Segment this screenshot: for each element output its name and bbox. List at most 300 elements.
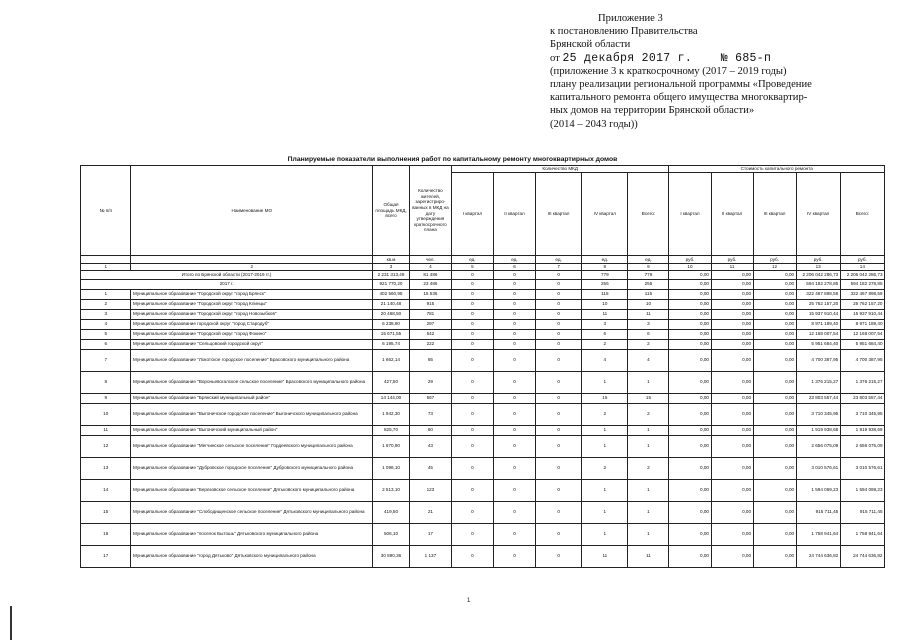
mkd-q2: 0 — [493, 425, 535, 435]
year-q1: 0 — [451, 279, 493, 289]
mkd-total: 11 — [628, 309, 669, 319]
mkd-total: 1 — [628, 425, 669, 435]
mkd-q1: 0 — [451, 457, 493, 479]
total-row — [81, 270, 885, 279]
residents: 65 — [409, 349, 451, 371]
table-row — [81, 393, 885, 403]
mo-name: Муниципальное образование "Мегчинское сельское поселение" Гордеевского муниципального района — [131, 435, 373, 457]
row-number: 11 — [81, 425, 131, 435]
mkd-q2: 0 — [493, 299, 535, 309]
mkd-q1: 0 — [451, 393, 493, 403]
residents: 297 — [409, 319, 451, 329]
mkd-q1: 0 — [451, 299, 493, 309]
cost-q2: 0,00 — [711, 435, 753, 457]
table-row — [81, 339, 885, 349]
area: 1 942,30 — [373, 403, 410, 425]
total-q4: 779 — [582, 270, 628, 279]
mkd-total: 11 — [628, 545, 669, 567]
cost-q2: 0,00 — [711, 319, 753, 329]
row-number: 3 — [81, 309, 131, 319]
page-number: 1 — [467, 598, 471, 604]
cost-q3: 0,00 — [753, 545, 796, 567]
cost-q2: 0,00 — [711, 457, 753, 479]
area: 21 140,48 — [373, 299, 410, 309]
year-cost-q4: 594 182 278,85 — [796, 279, 840, 289]
cost-q4: 322 467 898,58 — [796, 289, 840, 299]
area: 14 144,00 — [373, 393, 410, 403]
area: 419,50 — [373, 501, 410, 523]
unit-cell: руб. — [796, 256, 840, 264]
mo-name: Муниципальное образование "поселок Бытошь" Дятьковского муниципального района — [131, 523, 373, 545]
mkd-q4: 1 — [582, 425, 628, 435]
year-cost-q1: 0,00 — [669, 279, 711, 289]
cost-total: 24 744 636,82 — [840, 545, 884, 567]
col-total-header: Всего: — [840, 173, 884, 256]
cost-q1: 0,00 — [669, 299, 711, 309]
mkd-q4: 2 — [582, 457, 628, 479]
cost-q1: 0,00 — [669, 339, 711, 349]
mkd-q4: 1 — [582, 479, 628, 501]
col-number: 5 — [451, 264, 493, 271]
mkd-q1: 0 — [451, 501, 493, 523]
table-row — [81, 457, 885, 479]
mkd-q2: 0 — [493, 545, 535, 567]
row-number: 7 — [81, 349, 131, 371]
cost-q2: 0,00 — [711, 309, 753, 319]
row-number: 17 — [81, 545, 131, 567]
residents: 1 137 — [409, 545, 451, 567]
decree-number: № 685-п — [720, 51, 772, 65]
mo-name: Муниципальное образование "Березовское сельское поселение" Дятьковского муниципального района — [131, 479, 373, 501]
mo-name: Муниципальное образование "Городской округ "город Новозыбков" — [131, 309, 373, 319]
mkd-q4: 10 — [582, 299, 628, 309]
cost-total: 1 758 941,64 — [840, 523, 884, 545]
mkd-q1: 0 — [451, 403, 493, 425]
cost-q4: 3 710 345,95 — [796, 403, 840, 425]
mkd-q1: 0 — [451, 349, 493, 371]
mkd-q3: 0 — [535, 479, 581, 501]
col-num-header: № п/п — [81, 166, 131, 256]
cost-q1: 0,00 — [669, 523, 711, 545]
mkd-q4: 115 — [582, 289, 628, 299]
total-q1: 0 — [451, 270, 493, 279]
cost-q1: 0,00 — [669, 393, 711, 403]
header-line: капитального ремонта общего имущества многоквартир- — [550, 92, 808, 104]
plan-table — [80, 165, 885, 568]
mkd-q1: 0 — [451, 309, 493, 319]
cost-q1: 0,00 — [669, 501, 711, 523]
mkd-q2: 0 — [493, 309, 535, 319]
cost-q3: 0,00 — [753, 289, 796, 299]
residents: 43 — [409, 435, 451, 457]
table-row — [81, 309, 885, 319]
cost-q1: 0,00 — [669, 309, 711, 319]
cost-q1: 0,00 — [669, 435, 711, 457]
header-line: (приложение 3 к краткосрочному (2017 – 2019 годы) — [550, 65, 787, 77]
cost-total: 1 594 069,23 — [840, 479, 884, 501]
table-row — [81, 299, 885, 309]
cost-q3: 0,00 — [753, 299, 796, 309]
unit-cell: руб. — [840, 256, 884, 264]
cost-total: 5 951 684,40 — [840, 339, 884, 349]
header-line: к постановлению Правительства — [550, 26, 698, 38]
cost-total: 322 467 898,58 — [840, 289, 884, 299]
cost-q2: 0,00 — [711, 501, 753, 523]
total-q2: 0 — [493, 270, 535, 279]
cost-q3: 0,00 — [753, 425, 796, 435]
col-number: 3 — [373, 264, 410, 271]
year-area: 921 770,20 — [373, 279, 410, 289]
cost-q4: 5 951 684,40 — [796, 339, 840, 349]
unit-cell: кв.м — [373, 256, 410, 264]
cost-q4: 12 168 007,54 — [796, 329, 840, 339]
mo-name: Муниципальное образование "город Дятьково" Дятьковского муниципального района — [131, 545, 373, 567]
area: 20 468,50 — [373, 309, 410, 319]
total-q3: 0 — [535, 270, 581, 279]
residents: 21 — [409, 501, 451, 523]
residents: 567 — [409, 393, 451, 403]
col-q3-header: III квартал — [535, 173, 581, 256]
mkd-q3: 0 — [535, 371, 581, 393]
mkd-q4: 2 — [582, 403, 628, 425]
col-q2-header: II квартал — [711, 173, 753, 256]
mkd-q2: 0 — [493, 435, 535, 457]
mkd-total: 2 — [628, 339, 669, 349]
area: 6 238,90 — [373, 319, 410, 329]
residents: 222 — [409, 339, 451, 349]
cost-q3: 0,00 — [753, 457, 796, 479]
cost-q4: 8 971 189,40 — [796, 319, 840, 329]
row-number: 16 — [81, 523, 131, 545]
mkd-q1: 0 — [451, 479, 493, 501]
col-number: 4 — [409, 264, 451, 271]
cost-total: 15 937 910,44 — [840, 309, 884, 319]
mkd-total: 10 — [628, 299, 669, 309]
mo-name: Муниципальное образование "Слободищенское сельское поселение" Дятьковского муниципального района — [131, 501, 373, 523]
cost-q4: 24 744 636,82 — [796, 545, 840, 567]
mkd-q1: 0 — [451, 425, 493, 435]
area: 427,50 — [373, 371, 410, 393]
col-number: 2 — [131, 264, 373, 271]
cost-q2: 0,00 — [711, 393, 753, 403]
mo-name: Муниципальное образование "Сельцовский городской округ" — [131, 339, 373, 349]
unit-cell: чел. — [409, 256, 451, 264]
mkd-total: 4 — [628, 349, 669, 371]
mkd-q4: 11 — [582, 309, 628, 319]
mo-name: Муниципальное образование "Дубровское городское поселение" Дубровского муниципального района — [131, 457, 373, 479]
mkd-q3: 0 — [535, 349, 581, 371]
cost-q1: 0,00 — [669, 403, 711, 425]
col-residents-header: Количество жителей, зарегистриро-ванных в МКД на дату утверждения краткосрочного плана — [409, 166, 451, 256]
cost-q2: 0,00 — [711, 425, 753, 435]
row-number: 13 — [81, 457, 131, 479]
total-count: 779 — [628, 270, 669, 279]
mkd-total: 1 — [628, 479, 669, 501]
cost-q2: 0,00 — [711, 403, 753, 425]
mkd-q3: 0 — [535, 289, 581, 299]
mkd-q2: 0 — [493, 371, 535, 393]
cost-total: 1 376 215,27 — [840, 371, 884, 393]
mkd-total: 3 — [628, 319, 669, 329]
row-number: 9 — [81, 393, 131, 403]
col-number: 12 — [753, 264, 796, 271]
mkd-q3: 0 — [535, 309, 581, 319]
cost-q1: 0,00 — [669, 349, 711, 371]
mkd-q3: 0 — [535, 545, 581, 567]
mkd-q4: 1 — [582, 371, 628, 393]
row-number: 2 — [81, 299, 131, 309]
mo-name: Муниципальное образование "Городской округ "город Клинцы" — [131, 299, 373, 309]
year-cost-q3: 0,00 — [753, 279, 796, 289]
cost-q4: 1 919 938,68 — [796, 425, 840, 435]
cost-q3: 0,00 — [753, 435, 796, 457]
mkd-q3: 0 — [535, 319, 581, 329]
col-q4-header: IV квартал — [796, 173, 840, 256]
cost-q3: 0,00 — [753, 319, 796, 329]
cost-group-header: Стоимость капитального ремонта — [669, 166, 885, 173]
row-number: 14 — [81, 479, 131, 501]
cost-q2: 0,00 — [711, 349, 753, 371]
header-line: плану реализации региональной программы «Проведение — [550, 79, 812, 91]
year-q4: 255 — [582, 279, 628, 289]
area: 402 560,95 — [373, 289, 410, 299]
residents: 123 — [409, 479, 451, 501]
cost-q4: 1 594 069,23 — [796, 479, 840, 501]
mkd-q2: 0 — [493, 479, 535, 501]
header-line: (2014 – 2043 годы)) — [550, 118, 638, 130]
scan-edge-mark — [10, 606, 12, 640]
area: 1 098,10 — [373, 457, 410, 479]
col-number: 1 — [81, 264, 131, 271]
cost-q4: 3 010 576,61 — [796, 457, 840, 479]
total-residents: 81 486 — [409, 270, 451, 279]
cost-q4: 23 803 557,44 — [796, 393, 840, 403]
mkd-q1: 0 — [451, 545, 493, 567]
table-row — [81, 371, 885, 393]
table-row — [81, 479, 885, 501]
col-number: 13 — [796, 264, 840, 271]
cost-total: 2 656 075,09 — [840, 435, 884, 457]
mkd-total: 2 — [628, 457, 669, 479]
table-row — [81, 403, 885, 425]
cost-total: 12 168 007,54 — [840, 329, 884, 339]
mo-name: Муниципальное образование "Вороньевогалское сельское поселение" Брасовского муниципального района — [131, 371, 373, 393]
cost-total: 23 803 557,44 — [840, 393, 884, 403]
cost-total: 8 971 189,40 — [840, 319, 884, 329]
table-row — [81, 545, 885, 567]
row-number: 4 — [81, 319, 131, 329]
column-numbers-row — [81, 264, 885, 271]
mo-name: Муниципальное образование "Городской округ "город Брянск" — [131, 289, 373, 299]
residents: 781 — [409, 309, 451, 319]
mkd-q4: 4 — [582, 349, 628, 371]
col-q3-header: III квартал — [753, 173, 796, 256]
cost-q1: 0,00 — [669, 329, 711, 339]
total-cost-q4: 2 206 042 286,73 — [796, 270, 840, 279]
total-cost-q2: 0,00 — [711, 270, 753, 279]
mkd-q4: 15 — [582, 393, 628, 403]
mkd-q3: 0 — [535, 339, 581, 349]
mkd-q2: 0 — [493, 457, 535, 479]
mkd-q2: 0 — [493, 403, 535, 425]
col-area-header: Общая площадь МКД, всего — [373, 166, 410, 256]
mo-name: Муниципальное образование "Локотское городское поселение" Брасовского муниципального района — [131, 349, 373, 371]
residents: 915 — [409, 299, 451, 309]
table-row — [81, 501, 885, 523]
col-number: 10 — [669, 264, 711, 271]
header-date-line — [550, 52, 905, 65]
cost-q1: 0,00 — [669, 371, 711, 393]
mkd-q2: 0 — [493, 319, 535, 329]
col-number: 14 — [840, 264, 884, 271]
residents: 60 — [409, 425, 451, 435]
residents: 542 — [409, 329, 451, 339]
cost-q3: 0,00 — [753, 501, 796, 523]
mkd-total: 2 — [628, 403, 669, 425]
mkd-q2: 0 — [493, 393, 535, 403]
area: 1 662,14 — [373, 349, 410, 371]
col-q1-header: I квартал — [669, 173, 711, 256]
cost-q3: 0,00 — [753, 371, 796, 393]
mkd-q1: 0 — [451, 319, 493, 329]
mkd-q1: 0 — [451, 371, 493, 393]
mkd-q3: 0 — [535, 299, 581, 309]
unit-cell: ед. — [493, 256, 535, 264]
table-row — [81, 435, 885, 457]
mkd-q4: 3 — [582, 319, 628, 329]
cost-q1: 0,00 — [669, 425, 711, 435]
document-header — [550, 12, 905, 131]
table-row — [81, 329, 885, 339]
row-number: 15 — [81, 501, 131, 523]
total-cost-q1: 0,00 — [669, 270, 711, 279]
mkd-q4: 1 — [582, 523, 628, 545]
cost-total: 915 711,45 — [840, 501, 884, 523]
cost-q1: 0,00 — [669, 479, 711, 501]
row-number: 12 — [81, 435, 131, 457]
mkd-q3: 0 — [535, 523, 581, 545]
total-area: 2 231 313,49 — [373, 270, 410, 279]
col-name-header: Наименование МО — [131, 166, 373, 256]
residents: 15 536 — [409, 289, 451, 299]
mkd-q3: 0 — [535, 403, 581, 425]
mkd-q4: 1 — [582, 435, 628, 457]
residents: 45 — [409, 457, 451, 479]
mkd-q2: 0 — [493, 289, 535, 299]
date-prefix: от — [550, 52, 560, 64]
unit-cell: ед. — [451, 256, 493, 264]
cost-q3: 0,00 — [753, 309, 796, 319]
cost-q2: 0,00 — [711, 523, 753, 545]
mkd-q4: 1 — [582, 501, 628, 523]
total-cost-q3: 0,00 — [753, 270, 796, 279]
mkd-q3: 0 — [535, 501, 581, 523]
col-number: 9 — [628, 264, 669, 271]
header-line: ных домов на территории Брянской области» — [550, 105, 755, 117]
col-q1-header: I квартал — [451, 173, 493, 256]
mkd-q1: 0 — [451, 523, 493, 545]
area: 2 513,10 — [373, 479, 410, 501]
mkd-total: 6 — [628, 329, 669, 339]
mkd-total: 1 — [628, 501, 669, 523]
cost-q4: 4 700 387,95 — [796, 349, 840, 371]
cost-total: 1 919 938,68 — [840, 425, 884, 435]
residents: 17 — [409, 523, 451, 545]
col-total-header: Всего: — [628, 173, 669, 256]
unit-cell — [131, 256, 373, 264]
mkd-group-header: Количество МКД — [451, 166, 669, 173]
mo-name: Муниципальное образование "Городской округ "город Фокино" — [131, 329, 373, 339]
cost-q4: 1 758 941,64 — [796, 523, 840, 545]
cost-q4: 15 937 910,44 — [796, 309, 840, 319]
mo-name: Муниципальное образование "Выгоничское городское поселение" Выгоничского муниципального района — [131, 403, 373, 425]
unit-cell: руб. — [669, 256, 711, 264]
cost-q3: 0,00 — [753, 339, 796, 349]
year-row — [81, 279, 885, 289]
mkd-q3: 0 — [535, 329, 581, 339]
mkd-q1: 0 — [451, 329, 493, 339]
mkd-total: 115 — [628, 289, 669, 299]
cost-q2: 0,00 — [711, 289, 753, 299]
table-row — [81, 289, 885, 299]
mkd-q3: 0 — [535, 435, 581, 457]
table-row — [81, 523, 885, 545]
cost-total: 3 010 576,61 — [840, 457, 884, 479]
cost-q2: 0,00 — [711, 299, 753, 309]
cost-q3: 0,00 — [753, 349, 796, 371]
col-number: 7 — [535, 264, 581, 271]
cost-total: 4 700 387,95 — [840, 349, 884, 371]
mkd-total: 1 — [628, 435, 669, 457]
cost-q4: 25 762 157,20 — [796, 299, 840, 309]
unit-cell: руб. — [711, 256, 753, 264]
table-row — [81, 319, 885, 329]
row-number: 8 — [81, 371, 131, 393]
row-number: 10 — [81, 403, 131, 425]
cost-q3: 0,00 — [753, 479, 796, 501]
mkd-q1: 0 — [451, 339, 493, 349]
mkd-q4: 6 — [582, 329, 628, 339]
cost-q2: 0,00 — [711, 545, 753, 567]
col-number: 6 — [493, 264, 535, 271]
cost-q4: 915 711,45 — [796, 501, 840, 523]
col-q2-header: II квартал — [493, 173, 535, 256]
cost-q2: 0,00 — [711, 339, 753, 349]
area: 825,70 — [373, 425, 410, 435]
total-label: Итого по Брянской области (2017-2019 гг.) — [81, 270, 373, 279]
mo-name: Муниципальное образование "Выгоничский муниципальный район" — [131, 425, 373, 435]
year-residents: 23 486 — [409, 279, 451, 289]
residents: 73 — [409, 403, 451, 425]
header-line: Брянской области — [550, 39, 631, 51]
area: 506,10 — [373, 523, 410, 545]
col-number: 8 — [582, 264, 628, 271]
appendix-title: Приложение 3 — [598, 13, 663, 24]
year-count: 255 — [628, 279, 669, 289]
mkd-q1: 0 — [451, 289, 493, 299]
cost-q1: 0,00 — [669, 457, 711, 479]
year-label: 2017 г. — [81, 279, 373, 289]
table-title: Планируемые показатели выполнения работ по капитальному ремонту многоквартирных домов — [287, 156, 618, 163]
cost-q1: 0,00 — [669, 545, 711, 567]
cost-q1: 0,00 — [669, 289, 711, 299]
units-row — [81, 256, 885, 264]
mkd-q2: 0 — [493, 339, 535, 349]
area: 30 890,36 — [373, 545, 410, 567]
mkd-q3: 0 — [535, 425, 581, 435]
cost-q3: 0,00 — [753, 403, 796, 425]
mkd-q4: 2 — [582, 339, 628, 349]
